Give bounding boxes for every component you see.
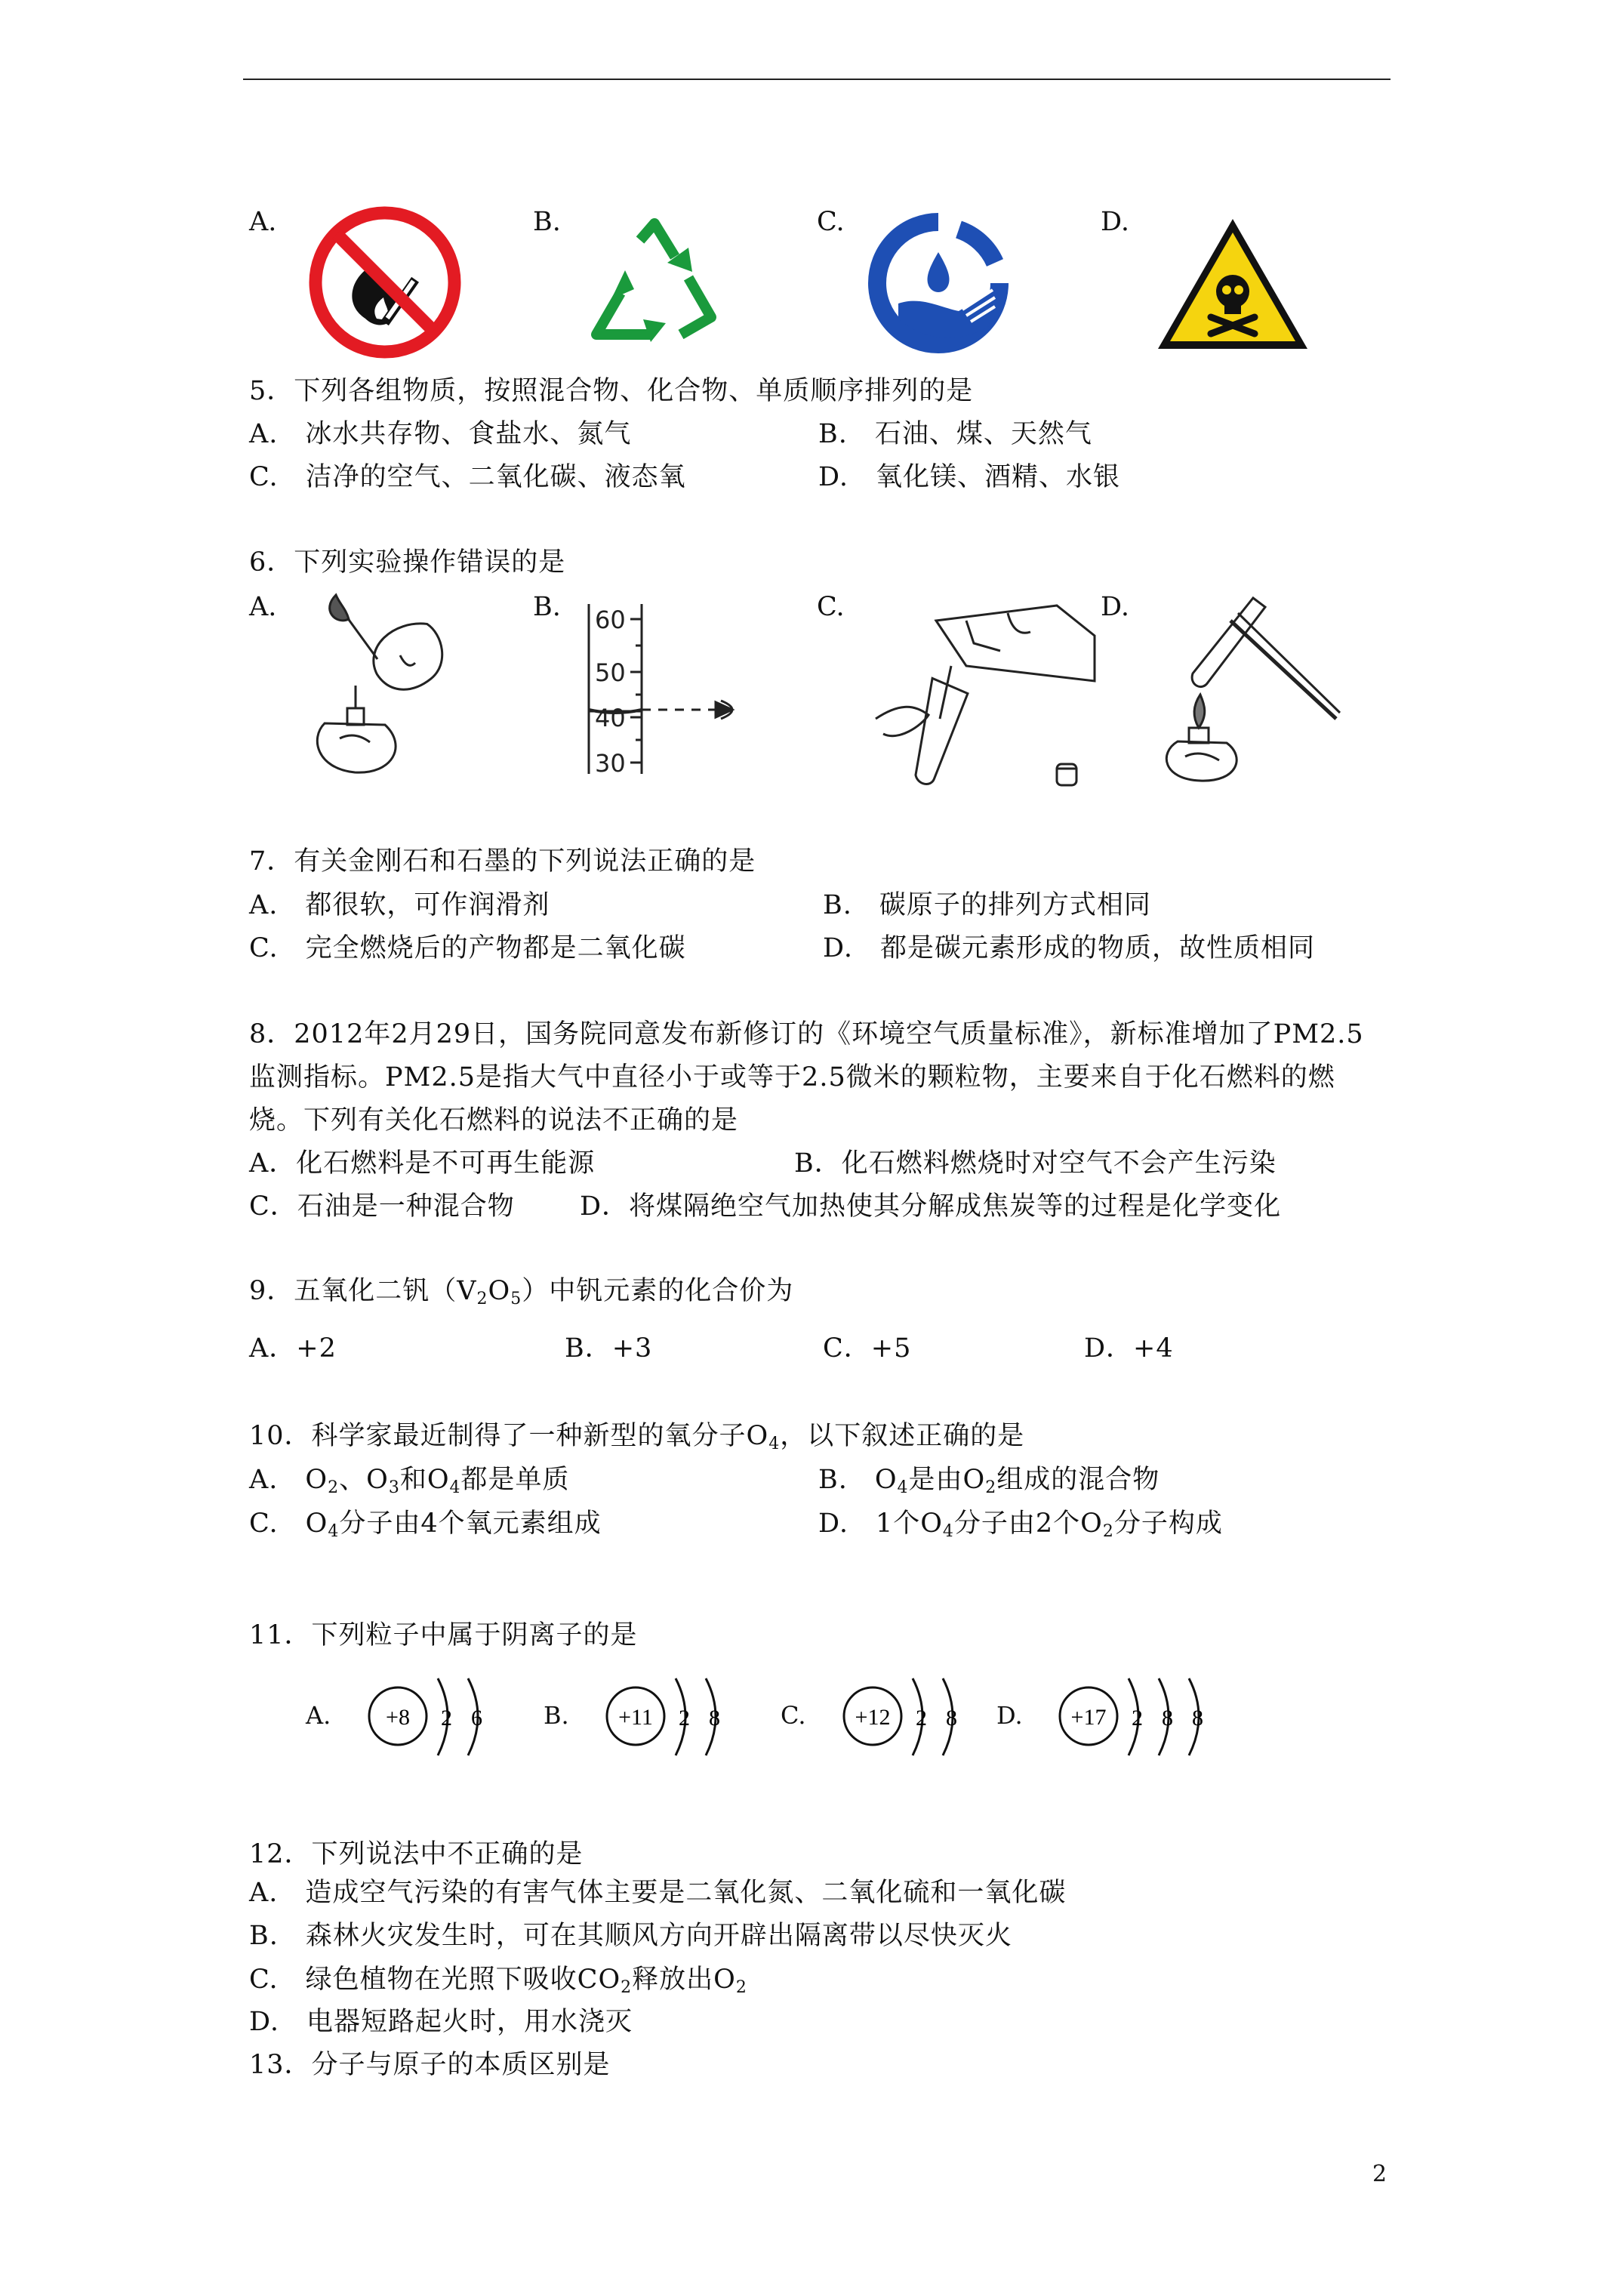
q7-stem: 7．有关金刚石和石墨的下列说法正确的是 xyxy=(249,846,756,877)
q9-option-b: B．+3 xyxy=(565,1333,653,1364)
q6-option-c-label: C. xyxy=(817,592,845,622)
q7-option-c: C. 完全燃烧后的产物都是二氧化碳 xyxy=(249,933,686,963)
q6-b-cylinder-reading-illustration xyxy=(581,596,755,778)
q8-option-d: D．将煤隔绝空气加热使其分解成焦炭等的过程是化学变化 xyxy=(580,1191,1282,1222)
q7-option-d: D. 都是碳元素形成的物质，故性质相同 xyxy=(823,933,1315,963)
header-rule xyxy=(243,79,1390,80)
q11-stem: 11．下列粒子中属于阴离子的是 xyxy=(249,1620,638,1650)
q5-option-c: C. 洁净的空气、二氧化碳、液态氧 xyxy=(249,462,686,492)
q11-atom-structure-diagram xyxy=(604,1671,732,1761)
q12-stem: 12．下列说法中不正确的是 xyxy=(249,1839,584,1869)
q8-option-a: A．化石燃料是不可再生能源 xyxy=(249,1148,596,1179)
electron-count: 2 xyxy=(1132,1706,1143,1730)
q8-stem-line1: 8．2012年2月29日，国务院同意发布新修订的《环境空气质量标准》，新标准增加了PM2.5 xyxy=(249,1019,1364,1049)
q6-b-scale-40: 40 xyxy=(595,704,626,732)
q4-option-d-label: D. xyxy=(1101,207,1129,237)
q11-atom-structure-diagram xyxy=(366,1671,494,1761)
recycle-icon xyxy=(583,217,726,346)
page-number: 2 xyxy=(1372,2161,1387,2187)
electron-count: 8 xyxy=(946,1706,957,1730)
q10-option-c: C. $O_4$分子由4个氧元素组成 xyxy=(249,1509,602,1541)
q11-atom-structure-diagram xyxy=(841,1671,969,1761)
electron-count: 6 xyxy=(471,1706,482,1730)
q7-option-b: B. 碳原子的排列方式相同 xyxy=(823,890,1151,920)
electron-count: 8 xyxy=(1162,1706,1173,1730)
nucleus-charge: +8 xyxy=(386,1705,410,1730)
q4-option-c-label: C. xyxy=(817,207,845,237)
q12-option-b: B. 森林火灾发生时，可在其顺风方向开辟出隔离带以尽快灭火 xyxy=(249,1921,1012,1951)
q6-b-scale-50: 50 xyxy=(595,658,626,687)
q11-atom-structure-diagram xyxy=(1057,1671,1215,1761)
q9-option-a: A．+2 xyxy=(249,1333,337,1364)
q8-option-c: C．石油是一种混合物 xyxy=(249,1191,515,1222)
q6-option-d-label: D. xyxy=(1101,592,1129,622)
q12-option-a: A. 造成空气污染的有害气体主要是二氧化氮、二氧化硫和一氧化碳 xyxy=(249,1878,1067,1908)
q12-option-d: D. 电器短路起火时，用水浇灭 xyxy=(249,2007,633,2037)
q11-option-label: D. xyxy=(996,1701,1023,1730)
q10-option-b: B. $O_4$是由$O_2$组成的混合物 xyxy=(818,1465,1160,1497)
q10-stem: 10．科学家最近制得了一种新型的氧分子$O_4$，以下叙述正确的是 xyxy=(249,1421,1025,1453)
q6-d-heating-test-tube-illustration xyxy=(1147,590,1344,787)
q10-option-a: A. $O_2$、$O_3$和$O_4$都是单质 xyxy=(249,1465,570,1497)
nucleus-charge: +11 xyxy=(618,1705,653,1730)
q8-stem-line3: 烧。下列有关化石燃料的说法不正确的是 xyxy=(249,1105,739,1136)
q8-option-b: B．化石燃料燃烧时对空气不会产生污染 xyxy=(794,1148,1277,1179)
electron-count: 2 xyxy=(441,1706,452,1730)
electron-count: 2 xyxy=(916,1706,927,1730)
no-open-flame-icon xyxy=(305,205,465,360)
q5-stem: 5．下列各组物质，按照混合物、化合物、单质顺序排列的是 xyxy=(249,376,974,406)
nucleus-charge: +17 xyxy=(1070,1705,1107,1730)
q11-option-label: B. xyxy=(544,1701,569,1730)
q9-option-d: D．+4 xyxy=(1084,1333,1174,1364)
toxic-warning-icon xyxy=(1153,214,1312,353)
water-saving-icon xyxy=(868,213,1009,353)
q6-c-pouring-liquid-illustration xyxy=(868,590,1095,794)
electron-count: 8 xyxy=(1192,1706,1203,1730)
q5-option-a: A. 冰水共存物、食盐水、氮气 xyxy=(249,419,632,449)
q6-stem: 6．下列实验操作错误的是 xyxy=(249,547,566,578)
q13-stem: 13．分子与原子的本质区别是 xyxy=(249,2050,611,2080)
nucleus-charge: +12 xyxy=(855,1705,891,1730)
q9-stem: 9．五氧化二钒$(V_2O_5)$中钒元素的化合价为 xyxy=(249,1276,794,1308)
q6-option-b-label: B. xyxy=(533,592,561,622)
q6-b-scale-30: 30 xyxy=(595,749,626,778)
q6-b-scale-60: 60 xyxy=(595,606,626,634)
q9-option-c: C．+5 xyxy=(823,1333,912,1364)
q6-a-lamp-lighting-illustration xyxy=(294,587,453,784)
q5-option-d: D. 氧化镁、酒精、水银 xyxy=(818,462,1120,492)
electron-count: 2 xyxy=(679,1706,690,1730)
q12-option-c: C. 绿色植物在光照下吸收$CO_2$释放出$O_2$ xyxy=(249,1965,747,1997)
q5-option-b: B. 石油、煤、天然气 xyxy=(818,419,1092,449)
electron-count: 8 xyxy=(709,1706,720,1730)
q11-option-label: C. xyxy=(781,1701,806,1730)
q4-option-a-label: A. xyxy=(249,207,277,237)
q10-option-d: D. 1个$O_4$分子由2个$O_2$分子构成 xyxy=(818,1509,1223,1541)
q6-option-a-label: A. xyxy=(249,592,277,622)
q8-stem-line2: 监测指标。PM2.5是指大气中直径小于或等于2.5微米的颗粒物，主要来自于化石燃料的燃 xyxy=(249,1062,1335,1093)
q7-option-a: A. 都很软，可作润滑剂 xyxy=(249,890,550,920)
q11-option-label: A. xyxy=(306,1701,331,1730)
q4-option-b-label: B. xyxy=(533,207,561,237)
